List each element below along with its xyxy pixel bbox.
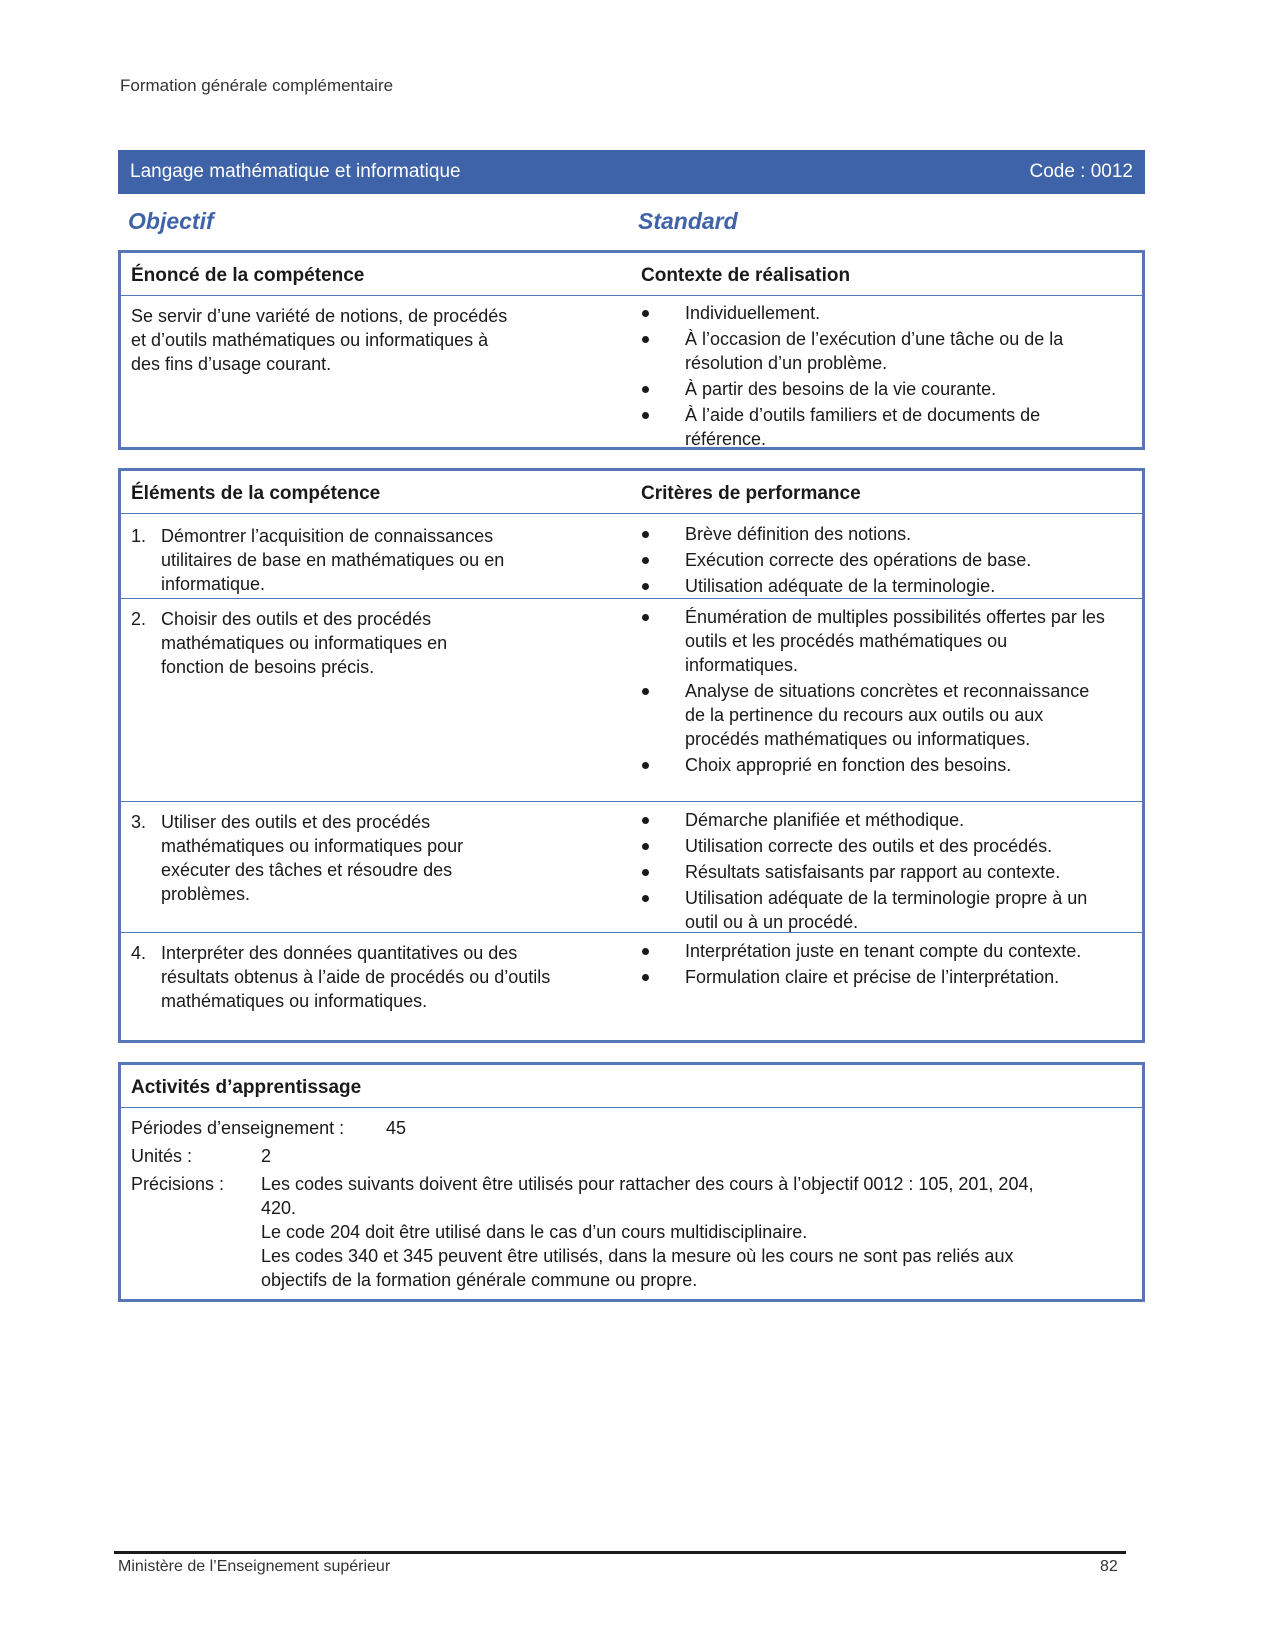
element-text: 4. Interpréter des données quantitatives ou des résultats obtenus à l’aide de procédés ou d’outils mathématiques ou informatiques. — [131, 943, 551, 1011]
precision-item: Le code 204 doit être utilisé dans le cas d’un cours multidisciplinaire. — [261, 1222, 808, 1242]
activities-heading: Activités d’apprentissage — [131, 1077, 362, 1098]
precisions-text — [261, 1172, 1041, 1292]
activities-box — [118, 1062, 1145, 1302]
standard-heading: Standard — [638, 208, 738, 234]
bullet-icon — [642, 336, 649, 343]
context-list — [641, 301, 1111, 453]
criteria-list — [641, 808, 1111, 936]
competence-heading: Énoncé de la compétence — [131, 265, 365, 286]
criterion-item: Utilisation correcte des outils et des procédés. — [641, 834, 1111, 858]
criterion-item: Interprétation juste en tenant compte du contexte. — [641, 939, 1111, 963]
elements-box — [118, 468, 1145, 1043]
activities-header-row — [121, 1065, 1142, 1107]
element-row — [121, 598, 1142, 801]
criteria-list — [641, 605, 1111, 779]
criterion-item: Résultats satisfaisants par rapport au contexte. — [641, 860, 1111, 884]
criterion-item: Utilisation adéquate de la terminologie propre à un outil ou à un procédé. — [641, 886, 1111, 934]
precisions-label: Précisions : — [131, 1174, 225, 1194]
elements-heading: Éléments de la compétence — [131, 483, 381, 504]
bullet-icon — [642, 412, 649, 419]
criterion-item: Analyse de situations concrètes et reconnaissance de la pertinence du recours aux outils ou aux procédés mathématiques ou informatiques. — [641, 679, 1111, 751]
bullet-icon — [642, 688, 649, 695]
bullet-icon — [642, 974, 649, 981]
bullet-icon — [642, 948, 649, 955]
context-item: À partir des besoins de la vie courante. — [641, 377, 1111, 401]
competence-header-row — [121, 253, 1142, 295]
elements-header-row — [121, 471, 1142, 513]
context-heading: Contexte de réalisation — [641, 265, 851, 286]
precision-item: Les codes suivants doivent être utilisés pour rattacher des cours à l’objectif 0012 : 105, 201, 204, 420. — [261, 1174, 1034, 1218]
footer-ministry: Ministère de l’Enseignement supérieur — [118, 1558, 391, 1575]
course-title: Langage mathématique et informatique — [130, 161, 461, 182]
context-item: Individuellement. — [641, 301, 1111, 325]
bullet-icon — [642, 531, 649, 538]
bullet-icon — [642, 310, 649, 317]
bullet-icon — [642, 386, 649, 393]
context-item: À l’occasion de l’exécution d’une tâche ou de la résolution d’un problème. — [641, 327, 1111, 375]
criterion-item: Brève définition des notions. — [641, 522, 1111, 546]
bullet-icon — [642, 869, 649, 876]
criterion-item: Exécution correcte des opérations de base. — [641, 548, 1111, 572]
criterion-item: Formulation claire et précise de l’interprétation. — [641, 965, 1111, 989]
context-item: À l’aide d’outils familiers et de documents de référence. — [641, 403, 1111, 451]
bullet-icon — [642, 817, 649, 824]
precisions-row — [121, 1172, 1142, 1292]
page-number: 82 — [1100, 1558, 1118, 1575]
activities-body-row — [121, 1107, 1142, 1297]
footer-divider — [114, 1551, 1126, 1554]
competence-statement: Se servir d’une variété de notions, de procédés et d’outils mathématiques ou informatiques à des fins d’usage courant. — [131, 306, 508, 374]
element-row — [121, 513, 1142, 598]
units-value: 2 — [261, 1146, 272, 1166]
column-headings — [128, 208, 1138, 238]
course-code: Code : 0012 — [1029, 161, 1133, 182]
units-row — [121, 1144, 1142, 1172]
bullet-icon — [642, 614, 649, 621]
criteria-heading: Critères de performance — [641, 483, 861, 504]
criterion-item: Utilisation adéquate de la terminologie. — [641, 574, 1111, 598]
criterion-item: Démarche planifiée et méthodique. — [641, 808, 1111, 832]
program-label: Formation générale complémentaire — [120, 76, 394, 95]
precision-item: Les codes 340 et 345 peuvent être utilisés, dans la mesure où les cours ne sont pas reliés aux objectifs de la formation générale commune ou propre. — [261, 1246, 1014, 1290]
bullet-icon — [642, 843, 649, 850]
bullet-icon — [642, 557, 649, 564]
periods-row — [121, 1116, 1142, 1144]
bullet-icon — [642, 583, 649, 590]
criteria-list — [641, 939, 1111, 991]
periods-label: Périodes d’enseignement : — [131, 1118, 345, 1138]
element-row — [121, 932, 1142, 1041]
units-label: Unités : — [131, 1146, 193, 1166]
periods-value: 45 — [386, 1118, 407, 1138]
element-text: 3. Utiliser des outils et des procédés mathématiques ou informatiques pour exécuter des tâches et résoudre des problèmes. — [131, 812, 464, 904]
bullet-icon — [642, 762, 649, 769]
title-bar — [118, 150, 1145, 194]
competence-box — [118, 250, 1145, 450]
element-row — [121, 801, 1142, 932]
element-text: 1. Démontrer l’acquisition de connaissances utilitaires de base en mathématiques ou en informatique. — [131, 526, 505, 594]
objective-heading: Objectif — [128, 208, 214, 234]
bullet-icon — [642, 895, 649, 902]
criterion-item: Choix approprié en fonction des besoins. — [641, 753, 1111, 777]
criterion-item: Énumération de multiples possibilités offertes par les outils et les procédés mathématiques ou informatiques. — [641, 605, 1111, 677]
criteria-list — [641, 522, 1111, 600]
competence-body-row — [121, 295, 1142, 449]
element-text: 2. Choisir des outils et des procédés mathématiques ou informatiques en fonction de besoins précis. — [131, 609, 448, 677]
